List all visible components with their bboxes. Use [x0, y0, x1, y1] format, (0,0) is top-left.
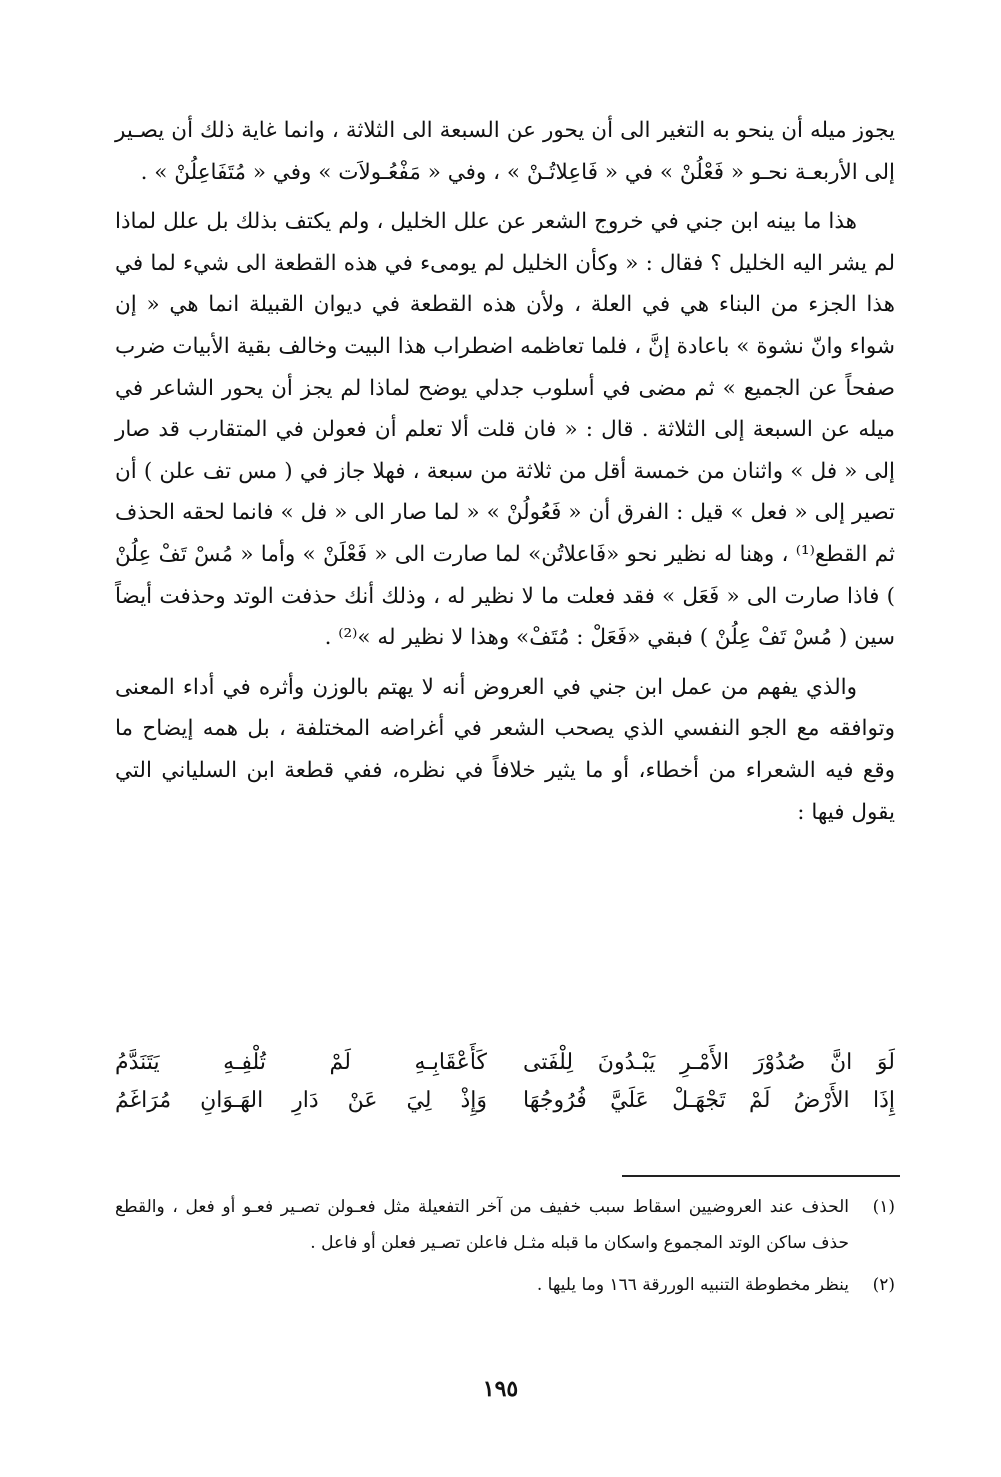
page-number: ١٩٥ [482, 1376, 519, 1402]
paragraph-continuation: يجوز ميله أن ينحو به التغير الى أن يحور عن السبعة الى الثلاثة ، وانما غاية ذلك أن يصـير إلى الأربعـة نحـو « فَعْلُنْ » في « فَاعِلاتُـنْ » ، وفي « مَفْعُـولاَت » وفي « مُتَفَاعِلُنْ » . [115, 118, 895, 185]
verse-line [115, 1082, 895, 1120]
footnote-number: (٢) [872, 1275, 895, 1295]
footnote [115, 1267, 895, 1303]
poem-verses [115, 1044, 895, 1120]
footnotes [115, 1189, 895, 1303]
verse-first-hemistich: لَوَ انَّ صُدُوْرَ الأَمْـرِ يَبْـدُونَ لِلْفَتى [523, 1050, 895, 1075]
footnote-number: (١) [872, 1197, 895, 1217]
main-text [115, 110, 895, 833]
paragraph-ibn-jinni-prosody: والذي يفهم من عمل ابن جني في العروض أنه لا يهتم بالوزن وأثره في أداء المعنى وتوافقه مع الجو النفسي الذي يصحب الشعر في أغراضه المختلفة ، بل همه إيضاح ما وقع فيه الشعراء من أخطاء، أو ما يثير خلافاً في نظره، ففي قطعة ابن السلياني التي يقول فيها : [115, 674, 895, 825]
verse-first-hemistich: إِذَا الأَرْضُ لَمْ تَجْهَـلْ عَلَيَّ فُرُوجُهَا [523, 1088, 895, 1113]
footnote [115, 1189, 895, 1261]
verse-second-hemistich: وَإِذْ لِيَ عَنْ دَارِ الهَـوَانِ مُرَاغَمُ [115, 1088, 487, 1113]
verse-line [115, 1044, 895, 1082]
verse-second-hemistich: كَأَعْقَابِـهِ لَمْ تُلْفِـهِ يَتَنَدَّمُ [115, 1050, 487, 1075]
footnote-text: ينظر مخطوطة التنبيه الوررقة ١٦٦ وما يليها . [536, 1275, 849, 1295]
footnote-text: الحذف عند العروضيين اسقاط سبب خفيف من آخر التفعيلة مثل فعـولن تصـير فعـو أو فعل ، والقطع حذف ساكن الوتد المجموع واسكان ما قبله مثـل فاعلن تصـير فعلن أو فاعل . [115, 1197, 849, 1253]
paragraph-ibn-jinni-analysis: هذا ما بينه ابن جني في خروج الشعر عن علل الخليل ، ولم يكتف بذلك بل علل لماذا لم يشر اليه الخليل ؟ فقال : « وكأن الخليل لم يومىء في هذه القطعة الى شيء لما في هذا الجزء من البناء هي في العلة ، ولأن هذه القطعة في ديوان القبيلة انما هي « إن شواء وانّ نشوة » باعادة إنَّ ، فلما تعاظمه اضطراب هذا البيت وخالف بقية الأبيات ضرب صفحاً عن الجميع » ثم مضى في أسلوب جدلي يوضح لماذا لم يجز أن يحور الشاعر في ميله عن السبعة إلى الثلاثة . قال : « فان قلت ألا تعلم أن فعولن في المتقارب قد صار إلى « فل » واثنان من خمسة أقل من ثلاثة من سبعة ، فهلا جاز في ( مس تف علن ) أن تصير إلى « فعل » قيل : الفرق أن « فَعُولُنْ » « لما صار الى « فل » فانما لحقه الحذف ثم القطع⁽¹⁾ ، وهنا له نظير نحو «فَاعلاتُن» لما صارت الى « فَعْلَنْ » وأما « مُسْ تَفْ عِلُنْ ) فاذا صارت الى « فَعَل » فقد فعلت ما لا نظير له ، وذلك أنك حذفت الوتد وحذفت أيضاً سين ( مُسْ تَفْ عِلُنْ ) فبقي «فَعَلْ : مُتَفْ» وهذا لا نظير له »⁽²⁾ . [115, 209, 896, 651]
footnote-separator [622, 1175, 900, 1177]
